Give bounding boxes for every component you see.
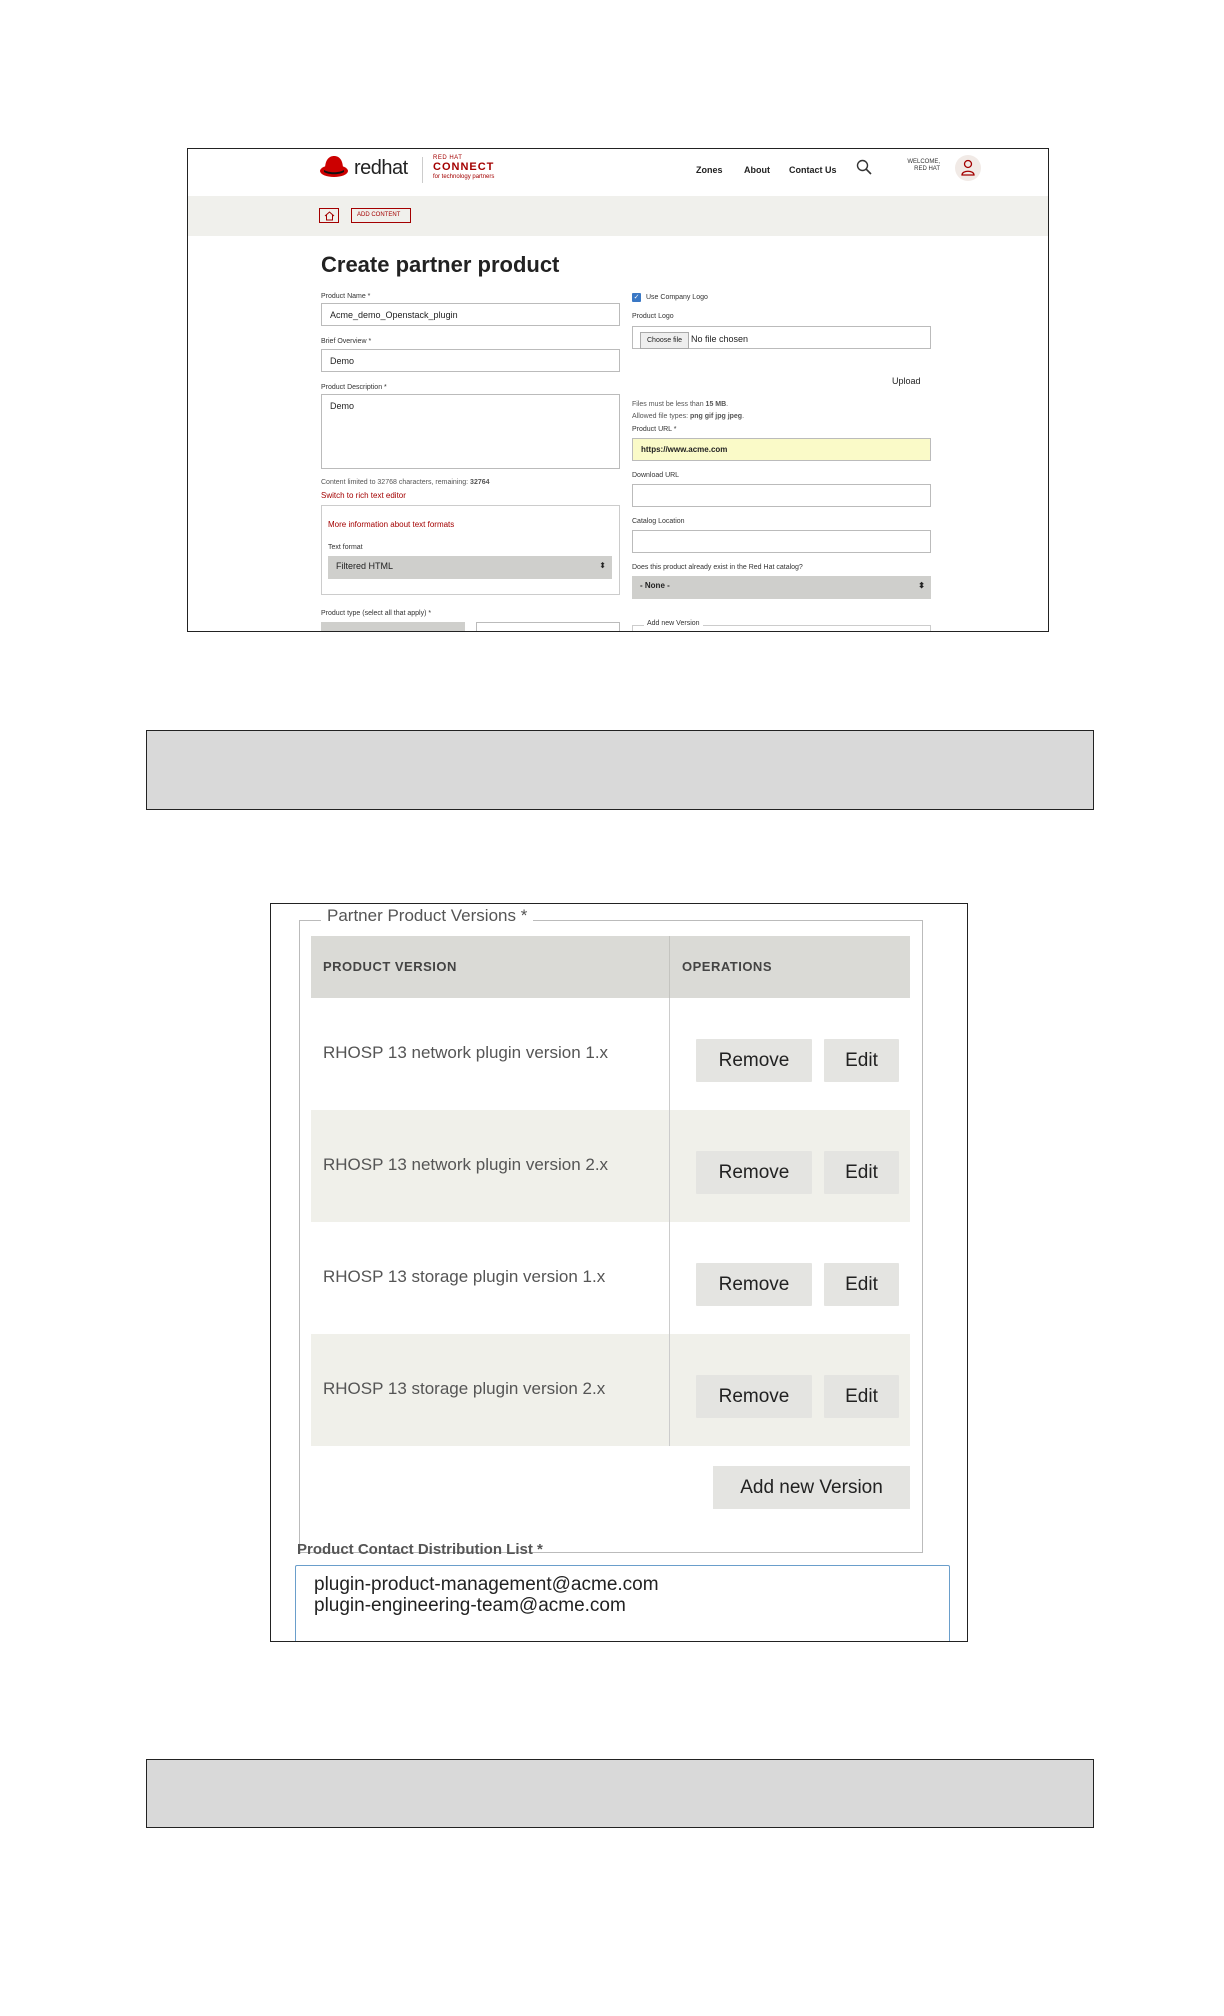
select-arrows-icon: ⬍ bbox=[918, 581, 925, 590]
connect-brand bbox=[433, 155, 494, 180]
version-name: RHOSP 13 network plugin version 1.x bbox=[323, 1043, 609, 1062]
switch-editor-link[interactable]: Switch to rich text editor bbox=[321, 491, 406, 500]
edit-button[interactable]: Edit bbox=[824, 1263, 899, 1306]
edit-button[interactable]: Edit bbox=[824, 1151, 899, 1194]
versions-legend: Partner Product Versions * bbox=[321, 906, 533, 926]
column-header-version: PRODUCT VERSION bbox=[311, 936, 669, 998]
product-url-input[interactable]: https://www.acme.com bbox=[632, 438, 931, 461]
no-file-text: No file chosen bbox=[691, 334, 749, 344]
text-format-panel bbox=[321, 505, 620, 595]
table-row bbox=[311, 1222, 910, 1334]
version-name: RHOSP 13 storage plugin version 1.x bbox=[323, 1267, 606, 1286]
add-new-version-button[interactable]: Add new Version bbox=[713, 1466, 910, 1509]
remove-button[interactable]: Remove bbox=[696, 1151, 812, 1194]
product-type-option-2[interactable] bbox=[476, 622, 620, 632]
product-logo-label: Product Logo bbox=[632, 313, 674, 320]
product-versions-screenshot bbox=[270, 903, 968, 1642]
catalog-location-input[interactable] bbox=[632, 530, 931, 553]
product-description-textarea[interactable]: Demo bbox=[321, 394, 620, 469]
redhat-wordmark: redhat bbox=[354, 157, 408, 179]
remove-button[interactable]: Remove bbox=[696, 1039, 812, 1082]
product-url-label: Product URL * bbox=[632, 426, 677, 433]
avatar[interactable] bbox=[955, 155, 981, 181]
version-name: RHOSP 13 network plugin version 2.x bbox=[323, 1155, 609, 1174]
product-name-input[interactable]: Acme_demo_Openstack_plugin bbox=[321, 303, 620, 326]
remove-button[interactable]: Remove bbox=[696, 1375, 812, 1418]
brand-line2: CONNECT bbox=[433, 161, 495, 173]
file-types-text: Allowed file types: png gif jpg jpeg. bbox=[632, 413, 745, 420]
catalog-question-label: Does this product already exist in the Red Hat catalog? bbox=[632, 564, 803, 571]
edit-button[interactable]: Edit bbox=[824, 1039, 899, 1082]
nav-about[interactable]: About bbox=[744, 165, 770, 175]
file-size-text: Files must be less than 15 MB. bbox=[632, 401, 729, 408]
search-icon[interactable] bbox=[856, 159, 872, 175]
product-type-option[interactable] bbox=[321, 622, 465, 632]
redhat-logo-icon[interactable] bbox=[319, 154, 349, 180]
catalog-select[interactable]: - None - ⬍ bbox=[632, 576, 931, 599]
home-icon bbox=[324, 211, 335, 221]
nav-zones[interactable]: Zones bbox=[696, 165, 723, 175]
brief-overview-label: Brief Overview * bbox=[321, 338, 372, 345]
user-icon bbox=[960, 159, 976, 177]
table-row bbox=[311, 1334, 910, 1446]
catalog-location-label: Catalog Location bbox=[632, 518, 685, 525]
page-title: Create partner product bbox=[321, 252, 560, 277]
product-name-label: Product Name * bbox=[321, 293, 371, 300]
checkbox-checked-icon[interactable]: ✓ bbox=[633, 294, 640, 301]
text-format-label: Text format bbox=[328, 544, 363, 551]
text-format-select[interactable]: Filtered HTML ⬍ bbox=[328, 556, 612, 579]
use-company-logo-label: Use Company Logo bbox=[646, 294, 708, 301]
brand-line1: RED HAT bbox=[433, 155, 463, 161]
logo-divider bbox=[422, 157, 423, 183]
table-row bbox=[311, 1110, 910, 1222]
breadcrumb-add-content[interactable]: ADD CONTENT bbox=[351, 208, 411, 223]
download-url-label: Download URL bbox=[632, 472, 680, 479]
contact-list-label: Product Contact Distribution List * bbox=[297, 1541, 543, 1558]
breadcrumb bbox=[188, 196, 1048, 236]
site-header bbox=[188, 149, 1048, 196]
add-new-version-legend: Add new Version bbox=[644, 620, 703, 627]
brief-overview-input[interactable]: Demo bbox=[321, 349, 620, 372]
gray-placeholder-bar bbox=[146, 1759, 1094, 1828]
breadcrumb-home[interactable] bbox=[319, 208, 339, 223]
welcome-text: WELCOME, RED HAT bbox=[907, 159, 940, 172]
table-row bbox=[311, 998, 910, 1110]
create-product-screenshot bbox=[187, 148, 1049, 632]
choose-file-button[interactable]: Choose file bbox=[640, 332, 689, 349]
select-arrows-icon: ⬍ bbox=[599, 561, 606, 570]
content-limit-text: Content limited to 32768 characters, remaining: 32764 bbox=[321, 479, 490, 486]
remove-button[interactable]: Remove bbox=[696, 1263, 812, 1306]
more-info-link[interactable]: More information about text formats bbox=[328, 520, 455, 529]
product-description-label: Product Description * bbox=[321, 384, 387, 391]
gray-placeholder-bar bbox=[146, 730, 1094, 810]
version-name: RHOSP 13 storage plugin version 2.x bbox=[323, 1379, 606, 1398]
contact-line-1: plugin-product-management@acme.com bbox=[314, 1574, 659, 1595]
brand-line3: for technology partners bbox=[433, 174, 495, 180]
upload-button[interactable]: Upload bbox=[892, 376, 921, 386]
contact-list-textarea[interactable] bbox=[295, 1565, 950, 1642]
contact-line-2: plugin-engineering-team@acme.com bbox=[314, 1595, 626, 1616]
product-type-label: Product type (select all that apply) * bbox=[321, 610, 432, 617]
edit-button[interactable]: Edit bbox=[824, 1375, 899, 1418]
column-header-operations: OPERATIONS bbox=[669, 936, 910, 998]
download-url-input[interactable] bbox=[632, 484, 931, 507]
nav-contact-us[interactable]: Contact Us bbox=[789, 165, 837, 175]
